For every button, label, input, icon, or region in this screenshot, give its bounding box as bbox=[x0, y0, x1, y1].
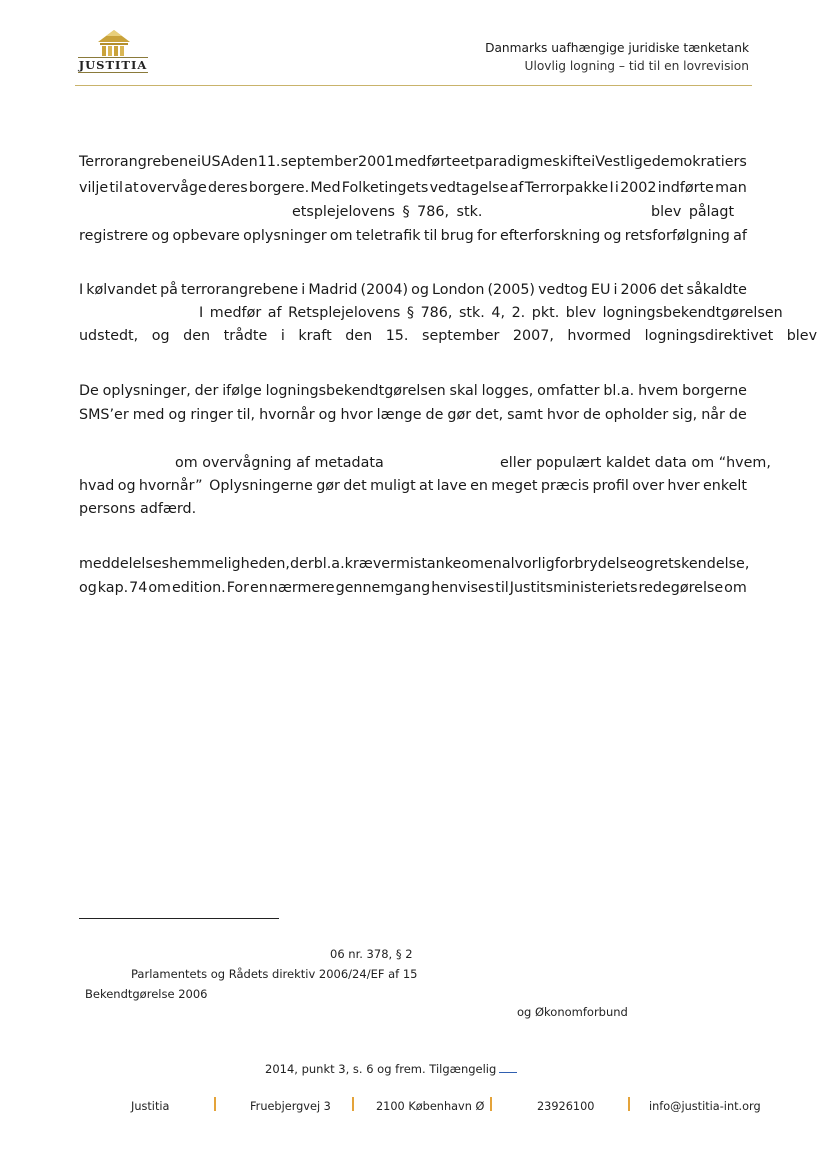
columns-logo-icon bbox=[76, 28, 152, 58]
footer-phone: 23926100 bbox=[537, 1100, 595, 1113]
body-line: og kap. 74 om edition. For en nærmere gennemgang henvises til Justitsministeriets redegørelse om bbox=[79, 580, 747, 596]
footer-name: Justitia bbox=[131, 1100, 170, 1113]
body-line: vilje til at overvåge deres borgere. Med Folketingets vedtagelse af Terrorpakke I i 2002 indførte man bbox=[79, 180, 747, 196]
header-divider bbox=[75, 85, 752, 86]
body-line: I kølvandet på terrorangrebene i Madrid (2004) og London (2005) vedtog EU i 2006 det såkaldte bbox=[79, 282, 747, 298]
footnote: 06 nr. 378, § 2 bbox=[330, 947, 413, 961]
footnote-link[interactable] bbox=[499, 1062, 517, 1073]
footnote-text: 2014, punkt 3, s. 6 og frem. Tilgængelig bbox=[265, 1062, 497, 1076]
justitia-logo bbox=[76, 28, 152, 76]
logo-rule bbox=[78, 72, 148, 73]
body-line-fragment: om overvågning af metadata bbox=[175, 455, 384, 471]
body-line: SMS’er med og ringer til, hvornår og hvor længe de gør det, samt hvor de opholder sig, når de bbox=[79, 407, 747, 423]
body-line: De oplysninger, der ifølge logningsbekendtgørelsen skal logges, omfatter bl.a. hvem borgerne bbox=[79, 383, 747, 399]
body-line-fragment: I medfør af Retsplejelovens § 786, stk. 4, 2. pkt. blev logningsbekendtgørelsen bbox=[199, 305, 783, 321]
footer-separator bbox=[214, 1097, 216, 1111]
footnote: Bekendtgørelse 2006 bbox=[85, 987, 208, 1001]
body-line-fragment: blev pålagt bbox=[651, 204, 735, 220]
logo-text: JUSTITIA bbox=[78, 58, 148, 72]
footer-separator bbox=[628, 1097, 630, 1111]
footer-separator bbox=[352, 1097, 354, 1111]
body-line-fragment: eller populært kaldet data om “hvem, bbox=[500, 455, 771, 471]
body-line: meddelelseshemmeligheden, der bl.a. kræver mistanke om en alvorlig forbrydelse og retskendelse, bbox=[79, 556, 750, 572]
footer-separator bbox=[490, 1097, 492, 1111]
body-line-fragment: etsplejelovens § 786, stk. bbox=[292, 204, 483, 220]
body-line: Terrorangrebene i USA den 11. september 2001 medførte et paradigmeskifte i Vestlige demokratiers bbox=[79, 154, 747, 170]
footer-city: 2100 København Ø bbox=[376, 1100, 485, 1113]
body-line: udstedt, og den trådte i kraft den 15. september 2007, hvormed logningsdirektivet blev bbox=[79, 328, 818, 344]
body-line: hvad og hvornår” Oplysningerne gør det muligt at lave en meget præcis profil over hver enkelt bbox=[79, 478, 747, 494]
footnote: og Økonomforbund bbox=[517, 1005, 628, 1019]
footnote: Parlamentets og Rådets direktiv 2006/24/EF af 15 bbox=[131, 967, 418, 981]
footer-email[interactable]: info@justitia-int.org bbox=[649, 1100, 761, 1113]
header-subtitle: Ulovlig logning – tid til en lovrevision bbox=[524, 59, 749, 73]
footnote-divider bbox=[79, 918, 279, 919]
footer-street: Fruebjergvej 3 bbox=[250, 1100, 331, 1113]
footnote bbox=[265, 1062, 517, 1076]
header-organization: Danmarks uafhængige juridiske tænketank bbox=[485, 41, 749, 55]
body-line: registrere og opbevare oplysninger om teletrafik til brug for efterforskning og retsforfølgning af bbox=[79, 228, 747, 244]
body-line: persons adfærd. bbox=[79, 501, 197, 517]
